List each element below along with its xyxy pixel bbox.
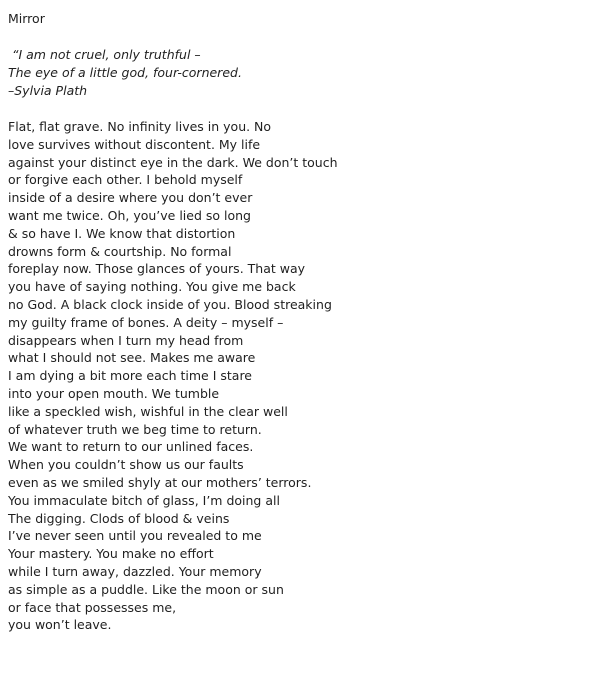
- poem-line: foreplay now. Those glances of yours. That way: [8, 261, 306, 277]
- poem-line: even as we smiled shyly at our mothers’ terrors.: [8, 474, 312, 490]
- poem-line: disappears when I turn my head from: [8, 332, 244, 348]
- epigraph: [8, 46, 592, 100]
- poem-line: We want to return to our unlined faces.: [8, 439, 254, 455]
- poem-line: The digging. Clods of blood & veins: [8, 510, 230, 526]
- epigraph-attribution: –Sylvia Plath: [8, 83, 88, 98]
- poem-line: into your open mouth. We tumble: [8, 385, 220, 401]
- poem-line: I am dying a bit more each time I stare: [8, 368, 252, 384]
- poem-line: of whatever truth we beg time to return.: [8, 421, 262, 437]
- poem-line: while I turn away, dazzled. Your memory: [8, 563, 262, 579]
- poem-line: against your distinct eye in the dark. We don’t touch: [8, 154, 338, 170]
- poem-line: no God. A black clock inside of you. Blood streaking: [8, 296, 332, 312]
- poem-line: Flat, flat grave. No infinity lives in you. No: [8, 119, 272, 134]
- poem-line: & so have I. We know that distortion: [8, 225, 236, 241]
- poem-line: want me twice. Oh, you’ve lied so long: [8, 207, 251, 223]
- poem-line: drowns form & courtship. No formal: [8, 243, 232, 259]
- poem-title: Mirror: [8, 11, 45, 26]
- poem-line: what I should not see. Makes me aware: [8, 350, 256, 366]
- poem-line: you won’t leave.: [8, 617, 112, 633]
- poem-line: my guilty frame of bones. A deity – myself –: [8, 314, 284, 330]
- poem-line: I’ve never seen until you revealed to me: [8, 528, 262, 544]
- poem-page: [8, 10, 592, 634]
- poem-line: or forgive each other. I behold myself: [8, 172, 243, 188]
- poem-line: love survives without discontent. My life: [8, 136, 261, 152]
- poem-body: [8, 118, 592, 634]
- poem-line: When you couldn’t show us our faults: [8, 457, 244, 473]
- poem-line: or face that possesses me,: [8, 599, 177, 615]
- poem-line: you have of saying nothing. You give me back: [8, 279, 296, 295]
- epigraph-line: “I am not cruel, only truthful –: [12, 47, 201, 62]
- poem-line: like a speckled wish, wishful in the clear well: [8, 403, 288, 419]
- poem-line: inside of a desire where you don’t ever: [8, 190, 253, 206]
- poem-line: Your mastery. You make no effort: [8, 546, 214, 562]
- poem-line: You immaculate bitch of glass, I’m doing all: [8, 492, 280, 508]
- epigraph-line: The eye of a little god, four-cornered.: [8, 65, 242, 80]
- poem-line: as simple as a puddle. Like the moon or sun: [8, 581, 284, 597]
